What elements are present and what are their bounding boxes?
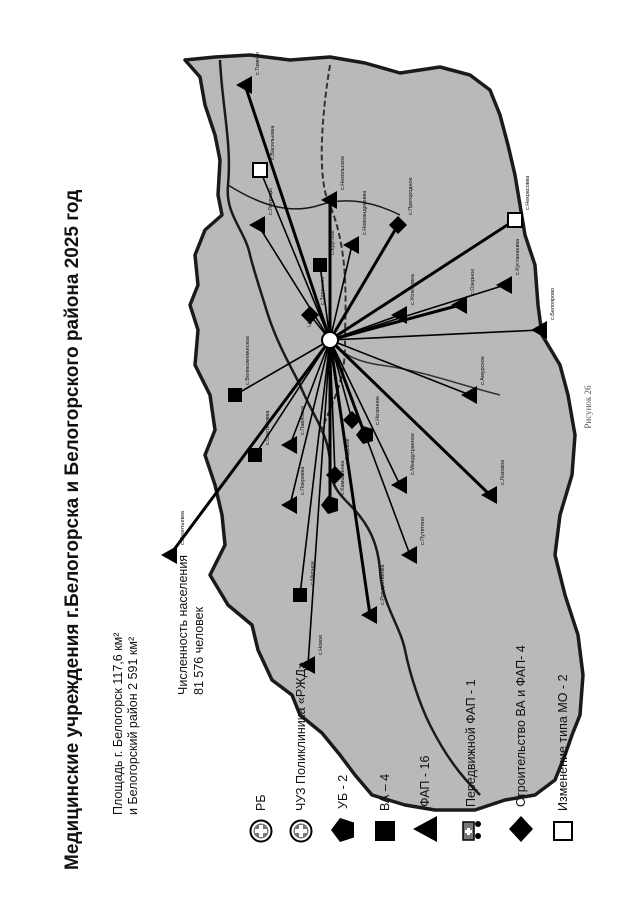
settlement-label: с.Рождественка: [380, 564, 386, 605]
map-title: Медицинские учреждения г.Белогорска и Белогорского района 2025 год: [62, 189, 83, 870]
triangle-marker: [161, 546, 177, 564]
settlement-label: с.Покровка: [300, 466, 306, 495]
open-square-marker: [253, 163, 267, 177]
settlement-label: с.Лозовое: [500, 459, 506, 485]
square-icon: [373, 819, 397, 843]
area-line-1: Площадь г. Белогорск 117,6 км²: [111, 632, 125, 815]
population-line-1: Численность населения: [176, 554, 190, 695]
settlement-label: с.Леонтьевка: [180, 511, 186, 545]
legend-label: РБ: [254, 794, 268, 811]
legend-item-fap: [412, 756, 438, 843]
legend-label: ЧУЗ Поликлиника «РЖД»: [294, 661, 308, 811]
legend-label: ФАП - 16: [418, 755, 432, 807]
settlement-label: с.Круглое: [330, 230, 336, 255]
pentagon-icon: [330, 817, 356, 843]
legend-item-type-change: [550, 674, 576, 843]
settlement-label: с.Успеновка: [410, 274, 416, 305]
square-marker: [313, 258, 327, 272]
red-cross-circle-icon: [249, 819, 273, 843]
triangle-icon: [412, 815, 438, 843]
square-marker: [293, 588, 307, 602]
settlement-label: с.Амурское: [480, 356, 486, 385]
settlement-label: с.Междугранное: [410, 433, 416, 475]
settlement-label: с.Никольское: [340, 155, 346, 190]
diamond-icon: [508, 815, 534, 843]
open-square-marker: [508, 213, 522, 227]
square-marker: [248, 448, 262, 462]
legend-item-construction: [508, 645, 534, 843]
legend-label: Передвижной ФАП - 1: [464, 679, 478, 807]
red-cross-circle-icon: [289, 819, 313, 843]
settlement-label: с.Путятино: [420, 516, 426, 545]
mobile-fap-vehicle-icon: [458, 815, 484, 843]
settlement-label: с.Озерное: [470, 268, 476, 295]
area-line-2: и Белогорский район 2 591 км²: [126, 636, 140, 815]
settlement-label: с.Светиловка: [265, 410, 271, 445]
legend-label: Изменение типа МО - 2: [556, 674, 570, 811]
legend-item-ub: [330, 775, 356, 843]
legend-item-mobile-fap: [458, 679, 484, 843]
settlement-label: с.Кустанаевка: [515, 238, 521, 275]
legend-item-polyclinic: [288, 662, 314, 843]
settlement-label: с.Некрасовка: [525, 175, 531, 210]
city-label: ЧУЗ: [308, 315, 314, 327]
legend-label: ВА – 4: [378, 773, 392, 811]
legend-item-rb: [248, 794, 274, 843]
square-marker: [228, 388, 242, 402]
settlement-label: с.Новое: [318, 634, 324, 655]
settlement-label: с.Садовое: [345, 438, 351, 465]
settlement-label: с.Павловка: [300, 406, 306, 435]
legend-item-va: [372, 774, 398, 843]
settlement-label: с.Томичи: [255, 51, 261, 75]
city-hub-marker: [322, 332, 338, 348]
open-square-icon: [551, 819, 575, 843]
settlement-label: с.Новоандреевка: [362, 190, 368, 235]
legend-label: Строительство ВА и ФАП- 4: [514, 645, 528, 807]
figure-caption: Рисунок 26: [583, 385, 593, 429]
settlement-label: с.Мирное: [310, 560, 316, 585]
settlement-label: с.Белоярово: [550, 287, 556, 320]
legend-label: УБ - 2: [336, 774, 350, 809]
settlement-label: с.Низинное: [375, 395, 381, 425]
settlement-label: с.Заречное: [320, 276, 326, 305]
settlement-label: с.Лохвицы: [268, 188, 274, 215]
settlement-label: с.Васильевка: [270, 125, 276, 160]
population-line-2: 81 576 человек: [192, 606, 206, 695]
settlement-label: с.Пригородное: [408, 177, 414, 215]
settlement-label: с.Великокняжеское: [245, 335, 251, 385]
settlement-label: с.Камышенка: [340, 460, 346, 495]
